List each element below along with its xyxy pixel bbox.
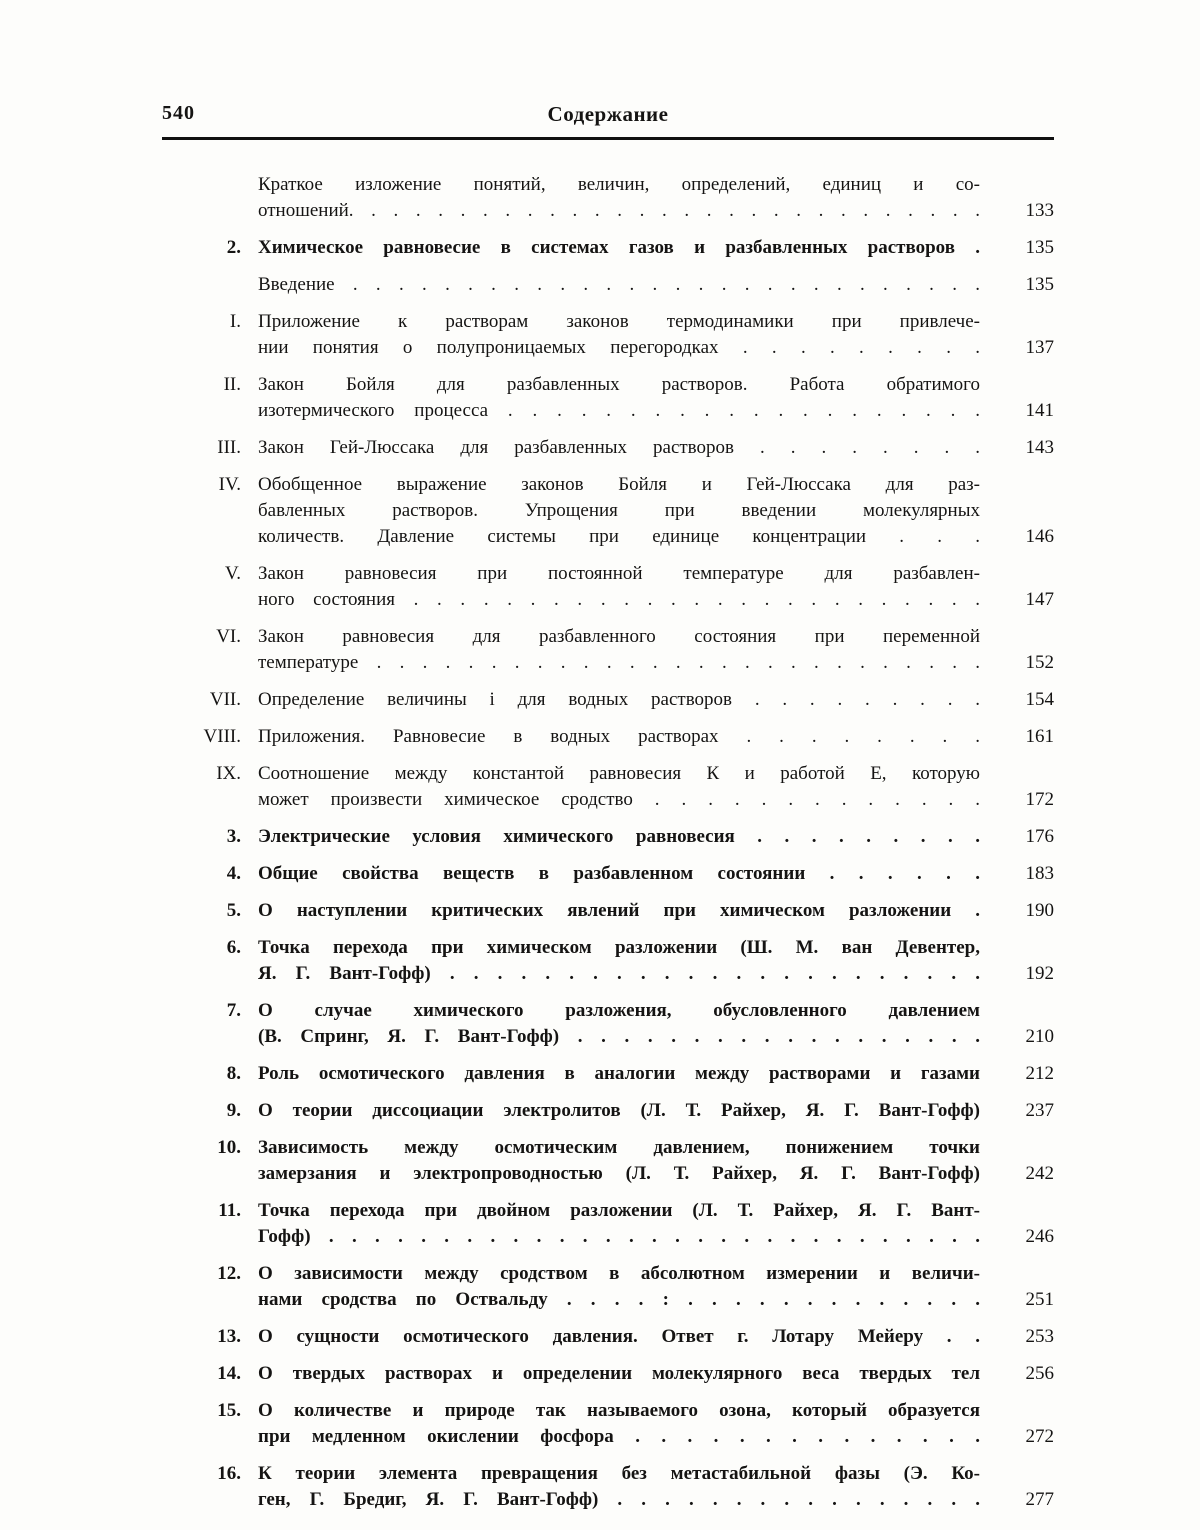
entry-text <box>258 998 980 1050</box>
toc-entry <box>162 1135 1054 1187</box>
entry-page-number: 251 <box>1025 1289 1054 1310</box>
entry-page-number: 210 <box>1025 1026 1054 1047</box>
entry-text <box>258 624 980 676</box>
entry-text-line: О сущности осмотического давления. Ответ г. Лотару Мейеру . . <box>258 1326 980 1347</box>
entry-text <box>258 898 980 924</box>
entry-text <box>258 1361 980 1387</box>
toc-entry <box>162 272 1054 298</box>
entry-page-number: 277 <box>1025 1489 1054 1510</box>
entry-label: 12. <box>217 1263 241 1284</box>
entry-text-line: Соотношение между константой равновесия К и работой Е, которую <box>258 763 980 784</box>
entry-page-number: 137 <box>1025 337 1054 358</box>
entry-label: IV. <box>218 474 241 495</box>
entry-label: 9. <box>226 1100 241 1121</box>
toc-entry <box>162 724 1054 750</box>
entry-text-line: нами сродства по Оствальду . . . . : . . . . . . . . . . . . . <box>258 1289 980 1310</box>
entry-text-line: Электрические условия химического равновесия . . . . . . . . . <box>258 826 980 847</box>
entry-page-number: 190 <box>1025 900 1054 921</box>
entry-text-line: К теории элемента превращения без метастабильной фазы (Э. Ко- <box>258 1463 980 1484</box>
entry-text <box>258 824 980 850</box>
entry-page-number: 272 <box>1025 1426 1054 1447</box>
entry-label: 16. <box>217 1463 241 1484</box>
entry-text <box>258 561 980 613</box>
entry-text-line: количеств. Давление системы при единице концентрации . . . <box>258 526 980 547</box>
entry-text-line: Точка перехода при химическом разложении (Ш. М. ван Девентер, <box>258 937 980 958</box>
toc-entry <box>162 1198 1054 1250</box>
toc-entry <box>162 172 1054 224</box>
entry-label: 2. <box>226 237 241 258</box>
entry-text-line: ген, Г. Бредиг, Я. Г. Вант-Гофф) . . . . . . . . . . . . . . . . <box>258 1489 980 1510</box>
entry-text <box>258 1135 980 1187</box>
entry-label: 4. <box>226 863 241 884</box>
entry-text-line: Гофф) . . . . . . . . . . . . . . . . . . . . . . . . . . . . . <box>258 1226 980 1247</box>
entry-text-line: Зависимость между осмотическим давлением, понижением точки <box>258 1137 980 1158</box>
toc-entry <box>162 861 1054 887</box>
entry-label: 13. <box>217 1326 241 1347</box>
entry-text <box>258 935 980 987</box>
entry-label: IX. <box>216 763 241 784</box>
entry-page-number: 141 <box>1025 400 1054 421</box>
entry-text-line: Закон Гей-Люссака для разбавленных растворов . . . . . . . . <box>258 437 980 458</box>
entry-label: VI. <box>216 626 241 647</box>
entry-text <box>258 761 980 813</box>
entry-text-line: отношений. . . . . . . . . . . . . . . . . . . . . . . . . . . . . <box>258 200 980 221</box>
entry-text-line: бавленных растворов. Упрощения при введении молекулярных <box>258 500 980 521</box>
entry-text-line: ного состояния . . . . . . . . . . . . . . . . . . . . . . . . . <box>258 589 980 610</box>
entry-text <box>258 1061 980 1087</box>
entry-text <box>258 172 980 224</box>
entry-text-line: Закон равновесия при постоянной температуре для разбавлен- <box>258 563 980 584</box>
toc-entry <box>162 561 1054 613</box>
entry-text <box>258 272 980 298</box>
entry-page-number: 154 <box>1025 689 1054 710</box>
entry-text-line: Химическое равновесие в системах газов и разбавленных растворов . <box>258 237 980 258</box>
page-header <box>162 102 1054 140</box>
entry-text <box>258 1324 980 1350</box>
toc-list <box>162 172 1054 1513</box>
entry-text-line: нии понятия о полупроницаемых перегородках . . . . . . . . . <box>258 337 980 358</box>
entry-text-line: Обобщенное выражение законов Бойля и Гей-Люссака для раз- <box>258 474 980 495</box>
entry-text-line: температуре . . . . . . . . . . . . . . . . . . . . . . . . . . . <box>258 652 980 673</box>
entry-text-line: Краткое изложение понятий, величин, определений, единиц и со- <box>258 174 980 195</box>
entry-label: III. <box>217 437 241 458</box>
toc-entry <box>162 761 1054 813</box>
entry-text <box>258 1098 980 1124</box>
entry-text-line: О зависимости между сродством в абсолютном измерении и величи- <box>258 1263 980 1284</box>
entry-page-number: 256 <box>1025 1363 1054 1384</box>
entry-text-line: О твердых растворах и определении молекулярного веса твердых тел <box>258 1363 980 1384</box>
entry-text-line: замерзания и электропроводностью (Л. Т. Райхер, Я. Г. Вант-Гофф) <box>258 1163 980 1184</box>
toc-entry <box>162 1398 1054 1450</box>
toc-entry <box>162 898 1054 924</box>
entry-text <box>258 1198 980 1250</box>
entry-page-number: 212 <box>1025 1063 1054 1084</box>
toc-entry <box>162 472 1054 550</box>
entry-text-line: Роль осмотического давления в аналогии между растворами и газами <box>258 1063 980 1084</box>
entry-text-line: Точка перехода при двойном разложении (Л. Т. Райхер, Я. Г. Вант- <box>258 1200 980 1221</box>
entry-page-number: 146 <box>1025 526 1054 547</box>
entry-text-line: Введение . . . . . . . . . . . . . . . . . . . . . . . . . . . . <box>258 274 980 295</box>
entry-page-number: 176 <box>1025 826 1054 847</box>
entry-label: 3. <box>226 826 241 847</box>
entry-text <box>258 435 980 461</box>
entry-label: II. <box>223 374 241 395</box>
toc-entry <box>162 1461 1054 1513</box>
entry-text-line: может произвести химическое сродство . . . . . . . . . . . . . <box>258 789 980 810</box>
entry-text <box>258 861 980 887</box>
toc-entry <box>162 1098 1054 1124</box>
entry-label: VII. <box>209 689 241 710</box>
entry-text-line: Общие свойства веществ в разбавленном состоянии . . . . . . <box>258 863 980 884</box>
entry-text-line: Приложение к растворам законов термодинамики при привлече- <box>258 311 980 332</box>
entry-label: I. <box>229 311 241 332</box>
folio-number: 540 <box>162 102 195 124</box>
entry-text-line: Приложения. Равновесие в водных растворах . . . . . . . . <box>258 726 980 747</box>
entry-text-line: Определение величины i для водных растворов . . . . . . . . . <box>258 689 980 710</box>
entry-text <box>258 372 980 424</box>
entry-label <box>162 172 258 224</box>
entry-page-number: 172 <box>1025 789 1054 810</box>
entry-label <box>162 272 258 298</box>
entry-text <box>258 724 980 750</box>
entry-label: 15. <box>217 1400 241 1421</box>
entry-page-number: 147 <box>1025 589 1054 610</box>
toc-entry <box>162 435 1054 461</box>
toc-entry <box>162 998 1054 1050</box>
entry-label: V. <box>224 563 241 584</box>
entry-page-number: 133 <box>1025 200 1054 221</box>
entry-page-number: 183 <box>1025 863 1054 884</box>
toc-entry <box>162 1324 1054 1350</box>
toc-entry <box>162 372 1054 424</box>
toc-entry <box>162 824 1054 850</box>
entry-page-number: 152 <box>1025 652 1054 673</box>
entry-label: 5. <box>226 900 241 921</box>
entry-text-line: (В. Спринг, Я. Г. Вант-Гофф) . . . . . . . . . . . . . . . . . . <box>258 1026 980 1047</box>
page-title: Содержание <box>547 102 669 126</box>
entry-page-number: 161 <box>1025 726 1054 747</box>
toc-entry <box>162 1261 1054 1313</box>
entry-text-line: Закон Бойля для разбавленных растворов. Работа обратимого <box>258 374 980 395</box>
entry-page-number: 242 <box>1025 1163 1054 1184</box>
entry-page-number: 135 <box>1025 237 1054 258</box>
toc-entry <box>162 309 1054 361</box>
entry-label: 14. <box>217 1363 241 1384</box>
toc-entry <box>162 1061 1054 1087</box>
entry-page-number: 192 <box>1025 963 1054 984</box>
entry-label: VIII. <box>203 726 241 747</box>
toc-entry <box>162 687 1054 713</box>
toc-entry <box>162 935 1054 987</box>
entry-page-number: 246 <box>1025 1226 1054 1247</box>
entry-page-number: 143 <box>1025 437 1054 458</box>
entry-text <box>258 1261 980 1313</box>
entry-text-line: О количестве и природе так называемого озона, который образуется <box>258 1400 980 1421</box>
toc-entry <box>162 235 1054 261</box>
toc-entry <box>162 1361 1054 1387</box>
entry-text <box>258 687 980 713</box>
entry-text <box>258 235 980 261</box>
entry-page-number: 135 <box>1025 274 1054 295</box>
entry-label: 7. <box>226 1000 241 1021</box>
entry-label: 10. <box>217 1137 241 1158</box>
entry-text-line: при медленном окислении фосфора . . . . . . . . . . . . . . <box>258 1426 980 1447</box>
entry-text-line: О случае химического разложения, обусловленного давлением <box>258 1000 980 1021</box>
entry-text-line: Я. Г. Вант-Гофф) . . . . . . . . . . . . . . . . . . . . . . . <box>258 963 980 984</box>
page-content <box>162 102 1054 1513</box>
entry-text-line: О наступлении критических явлений при химическом разложении . <box>258 900 980 921</box>
entry-text <box>258 1461 980 1513</box>
entry-label: 8. <box>226 1063 241 1084</box>
entry-text-line: Закон равновесия для разбавленного состояния при переменной <box>258 626 980 647</box>
entry-label: 6. <box>226 937 241 958</box>
entry-label: 11. <box>218 1200 241 1221</box>
entry-page-number: 237 <box>1025 1100 1054 1121</box>
entry-text <box>258 309 980 361</box>
entry-text-line: изотермического процесса . . . . . . . . . . . . . . . . . . . . <box>258 400 980 421</box>
entry-page-number: 253 <box>1025 1326 1054 1347</box>
toc-entry <box>162 624 1054 676</box>
entry-text-line: О теории диссоциации электролитов (Л. Т. Райхер, Я. Г. Вант-Гофф) <box>258 1100 980 1121</box>
entry-text <box>258 1398 980 1450</box>
entry-text <box>258 472 980 550</box>
